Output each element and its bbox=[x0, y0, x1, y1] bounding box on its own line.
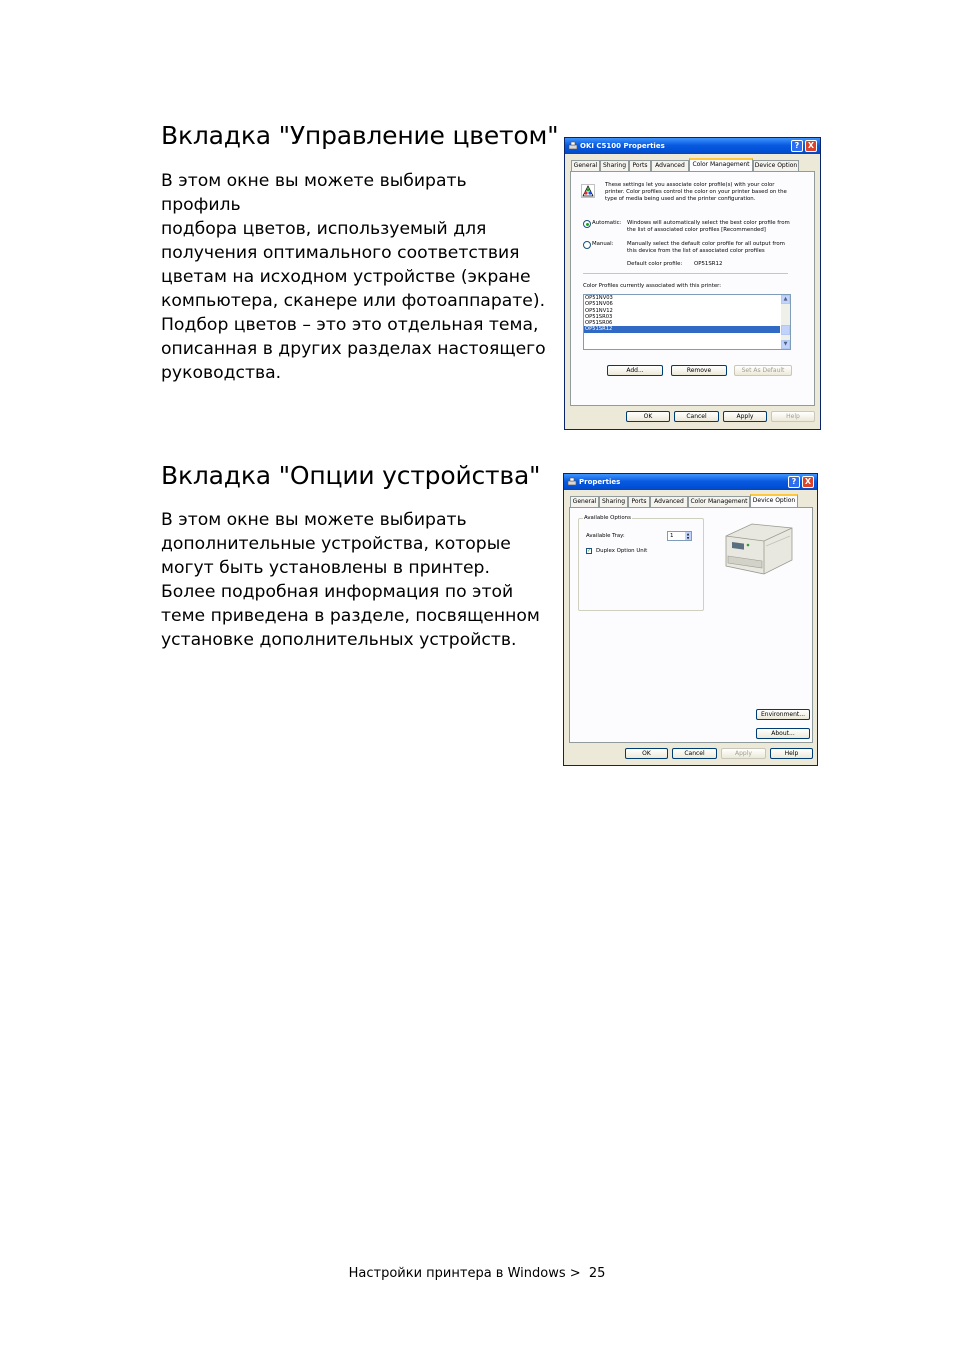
printer-image bbox=[718, 516, 798, 578]
profiles-listbox[interactable] bbox=[583, 294, 791, 350]
automatic-label: Automatic: bbox=[592, 220, 622, 226]
page-number: 25 bbox=[588, 1266, 606, 1281]
group-label: Available Options bbox=[584, 515, 631, 521]
title-help-button[interactable]: ? bbox=[791, 140, 803, 152]
section-heading-color-management: Вкладка "Управление цветом" bbox=[161, 121, 559, 150]
tab-panel bbox=[569, 507, 813, 743]
tab-device-option[interactable]: Device Option bbox=[754, 162, 798, 169]
tab-color-management[interactable]: Color Management bbox=[688, 496, 750, 507]
manual-label: Manual: bbox=[592, 241, 614, 247]
tray-stepper[interactable] bbox=[667, 531, 692, 541]
duplex-checkbox[interactable]: ✓ bbox=[587, 548, 592, 554]
about-button[interactable]: About... bbox=[756, 728, 810, 739]
automatic-radio[interactable] bbox=[583, 220, 591, 228]
section-heading-device-options: Вкладка "Опции устройства" bbox=[161, 461, 541, 490]
footer-text: Настройки принтера в Windows bbox=[348, 1266, 566, 1281]
dialog-title: OKI C5100 Properties bbox=[580, 142, 665, 150]
ok-button[interactable]: OK bbox=[626, 411, 670, 422]
device-option-dialog bbox=[563, 473, 818, 766]
section-paragraph-device-options: В этом окне вы можете выбирать дополнительные устройства, которые могут быть установлены в принтер. Более подробная информация по этой теме приведена в разделе, посвященном установке дополнительных устройств. bbox=[161, 510, 540, 650]
footer-separator-icon: > bbox=[569, 1266, 581, 1281]
tab-general[interactable]: General bbox=[571, 160, 600, 171]
ok-button[interactable]: OK bbox=[625, 748, 668, 759]
default-profile-value: OP51SR12 bbox=[694, 261, 723, 267]
dialog-titlebar bbox=[564, 474, 817, 490]
tab-advanced[interactable]: Advanced bbox=[651, 160, 689, 171]
tab-sharing[interactable]: Sharing bbox=[599, 496, 628, 507]
set-as-default-button[interactable]: Set As Default bbox=[734, 365, 792, 376]
remove-button[interactable]: Remove bbox=[671, 365, 727, 376]
scroll-thumb[interactable] bbox=[781, 325, 790, 335]
cancel-button[interactable]: Cancel bbox=[672, 748, 717, 759]
tab-ports[interactable]: Ports bbox=[629, 160, 651, 171]
list-scrollbar[interactable] bbox=[781, 295, 790, 349]
automatic-description: Windows will automatically select the best color profile from the list of associated color profiles [Recommended] bbox=[627, 220, 790, 233]
title-close-button[interactable]: X bbox=[802, 476, 814, 488]
list-item[interactable]: OP51NV12 bbox=[585, 307, 613, 314]
spin-up-icon[interactable]: ▲ bbox=[686, 532, 690, 536]
tab-general[interactable]: General bbox=[570, 496, 599, 507]
dialog-titlebar bbox=[565, 138, 820, 154]
environment-button[interactable]: Environment... bbox=[756, 709, 810, 720]
tab-panel bbox=[570, 171, 815, 406]
tab-device-option[interactable]: Device Option bbox=[750, 494, 798, 507]
title-close-button[interactable]: X bbox=[805, 140, 817, 152]
list-item[interactable]: OP51SR06 bbox=[585, 320, 613, 327]
page-footer bbox=[0, 1266, 954, 1281]
scroll-up-icon[interactable]: ▲ bbox=[781, 295, 790, 304]
scroll-down-icon[interactable]: ▼ bbox=[781, 340, 790, 349]
tray-label: Available Tray: bbox=[586, 533, 625, 539]
help-button[interactable]: Help bbox=[770, 748, 813, 759]
manual-radio[interactable] bbox=[583, 241, 591, 249]
default-profile-label: Default color profile: bbox=[627, 261, 683, 267]
tab-color-management[interactable]: Color Management bbox=[689, 158, 753, 171]
manual-description: Manually select the default color profile for all output from this device from the list of associated color profiles bbox=[627, 241, 785, 254]
available-options-group bbox=[578, 515, 704, 611]
tab-sharing[interactable]: Sharing bbox=[600, 160, 629, 171]
printer-icon bbox=[567, 477, 577, 487]
list-item[interactable]: OP51SR03 bbox=[585, 313, 613, 320]
apply-button[interactable]: Apply bbox=[723, 411, 767, 422]
intro-text: These settings let you associate color profile(s) with your color printer. Color profiles control the color on your printer based on the type of media being used and the printer configuration. bbox=[605, 182, 787, 202]
apply-button[interactable]: Apply bbox=[721, 748, 766, 759]
list-item[interactable]: OP51NV06 bbox=[585, 301, 613, 308]
title-help-button[interactable]: ? bbox=[788, 476, 800, 488]
tab-ports[interactable]: Ports bbox=[628, 496, 650, 507]
duplex-label: Duplex Option Unit bbox=[596, 548, 648, 554]
tab-advanced[interactable]: Advanced bbox=[650, 496, 688, 507]
profiles-label: Color Profiles currently associated with this printer: bbox=[583, 283, 722, 289]
help-button[interactable]: Help bbox=[771, 411, 815, 422]
add-button[interactable]: Add... bbox=[607, 365, 663, 376]
spin-down-icon[interactable]: ▼ bbox=[686, 536, 690, 540]
list-item-selected[interactable]: OP51SR12 bbox=[584, 326, 780, 332]
cancel-button[interactable]: Cancel bbox=[674, 411, 719, 422]
separator-line bbox=[583, 273, 788, 274]
dialog-title: Properties bbox=[579, 478, 621, 486]
tray-value: 1 bbox=[670, 533, 674, 539]
printer-icon bbox=[568, 141, 578, 151]
section-paragraph-color-management: В этом окне вы можете выбирать профиль подбора цветов, используемый для получения оптимального соответствия цветам на исходном устройстве (экране компьютера, сканере или фотоаппарате). Подбор цветов – это это отдельная тема, описанная в других разделах настоящего руководства. bbox=[161, 171, 546, 383]
list-item[interactable]: OP51NV03 bbox=[585, 295, 613, 301]
color-management-dialog bbox=[564, 137, 821, 430]
color-profile-icon bbox=[581, 184, 595, 198]
